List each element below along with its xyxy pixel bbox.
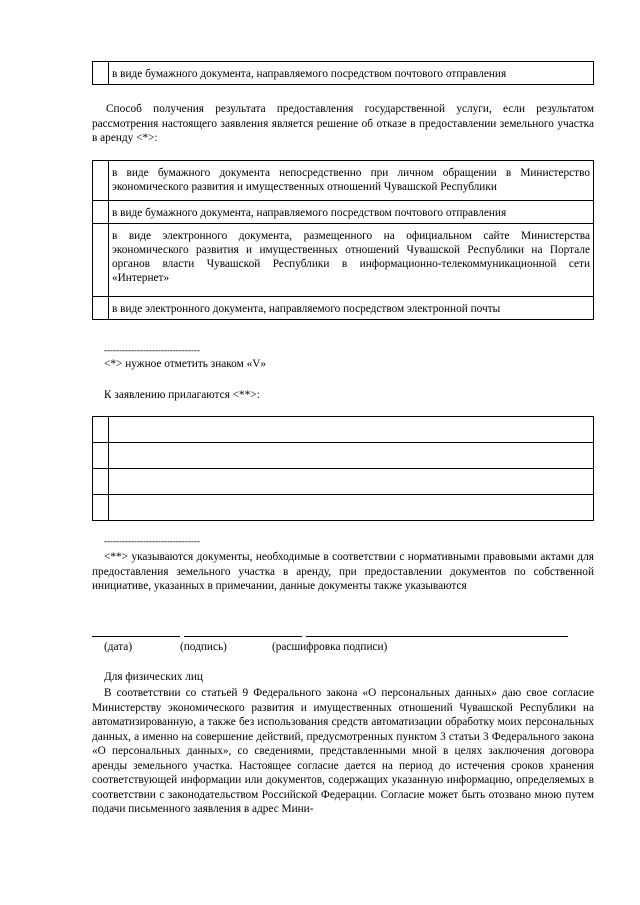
table-row [93, 443, 594, 469]
table-row [93, 495, 594, 521]
option-text: в виде электронного документа, направляемого посредством электронной почты [109, 297, 594, 320]
date-label: (дата) [104, 641, 133, 653]
checkbox-cell[interactable] [93, 297, 109, 320]
refusal-method-intro: Способ получения результата предоставления государственной услуги, если результатом рассмотрения настоящего заявления является решение об отказе в предоставлении земельного участка в аренду <*>: [92, 103, 594, 144]
option-text: в виде бумажного документа непосредственно при личном обращении в Министерство экономического развития и имущественных отношений Чувашской Республики [109, 161, 594, 201]
consent-text: В соответствии со статьей 9 Федерального закона «О персональных данных» даю свое согласие Министерству экономического развития и имущественных отношений Чувашской Республики на автоматизированную, а также без использования средств автоматизации обработку моих персональных данных, а именно на совершение действий, предусмотренных пунктом 3 статьи 3 Федерального закона «О персональных данных», со сведениями, представленными мной в целях заключения договора аренды земельного участка. Настоящее согласие дается на период до истечения сроков хранения соответствующей информации или документов, содержащих указанную информацию, определяемых в соответствии с законодательством Российской Федерации. Согласие может быть отозвано мною путем подачи письменного заявления в адрес Мини- [92, 687, 594, 815]
signature-line[interactable] [184, 636, 302, 637]
checkbox-cell[interactable] [93, 62, 109, 85]
attachment-input[interactable] [109, 469, 594, 495]
footnote-text: <*> нужное отметить знаком «V» [104, 358, 267, 370]
attachment-input[interactable] [109, 443, 594, 469]
table-row [93, 469, 594, 495]
checkbox-cell[interactable] [93, 161, 109, 201]
attachments-table [92, 416, 594, 521]
table-row [93, 161, 594, 201]
date-line[interactable] [92, 636, 180, 637]
decode-label: (расшифровка подписи) [272, 641, 388, 653]
refusal-method-table [92, 160, 594, 320]
consent-heading: Для физических лиц [104, 671, 203, 683]
signature-decode-line[interactable] [306, 636, 568, 637]
footnote-separator: -------------------------------- [104, 345, 200, 355]
checkbox-cell[interactable] [93, 224, 109, 297]
option-text: в виде бумажного документа, направляемого посредством почтового отправления [109, 62, 594, 85]
top-delivery-table [92, 61, 594, 85]
attachment-input[interactable] [109, 417, 594, 443]
option-text: в виде электронного документа, размещенного на официальном сайте Министерства экономического развития и имущественных отношений Чувашской Республики на Портале органов власти Чувашской Республики в информационно-телекоммуникационной сети «Интернет» [109, 224, 594, 297]
number-cell [93, 469, 109, 495]
table-row [93, 297, 594, 320]
number-cell [93, 443, 109, 469]
option-text: в виде бумажного документа, направляемого посредством почтового отправления [109, 201, 594, 224]
attachment-input[interactable] [109, 495, 594, 521]
number-cell [93, 495, 109, 521]
sign-label: (подпись) [180, 641, 227, 653]
footnote-text: <**> указываются документы, необходимые в соответствии с нормативными правовыми актами для предоставления земельного участка в аренду, при предоставлении документов по собственной инициативе, указанных в примечании, данные документы также указываются [92, 551, 594, 592]
checkbox-cell[interactable] [93, 201, 109, 224]
footnote-separator: -------------------------------- [104, 536, 200, 546]
table-row [93, 201, 594, 224]
table-row [93, 62, 594, 85]
attachments-label: К заявлению прилагаются <**>: [104, 389, 260, 401]
table-row [93, 417, 594, 443]
number-cell [93, 417, 109, 443]
table-row [93, 224, 594, 297]
